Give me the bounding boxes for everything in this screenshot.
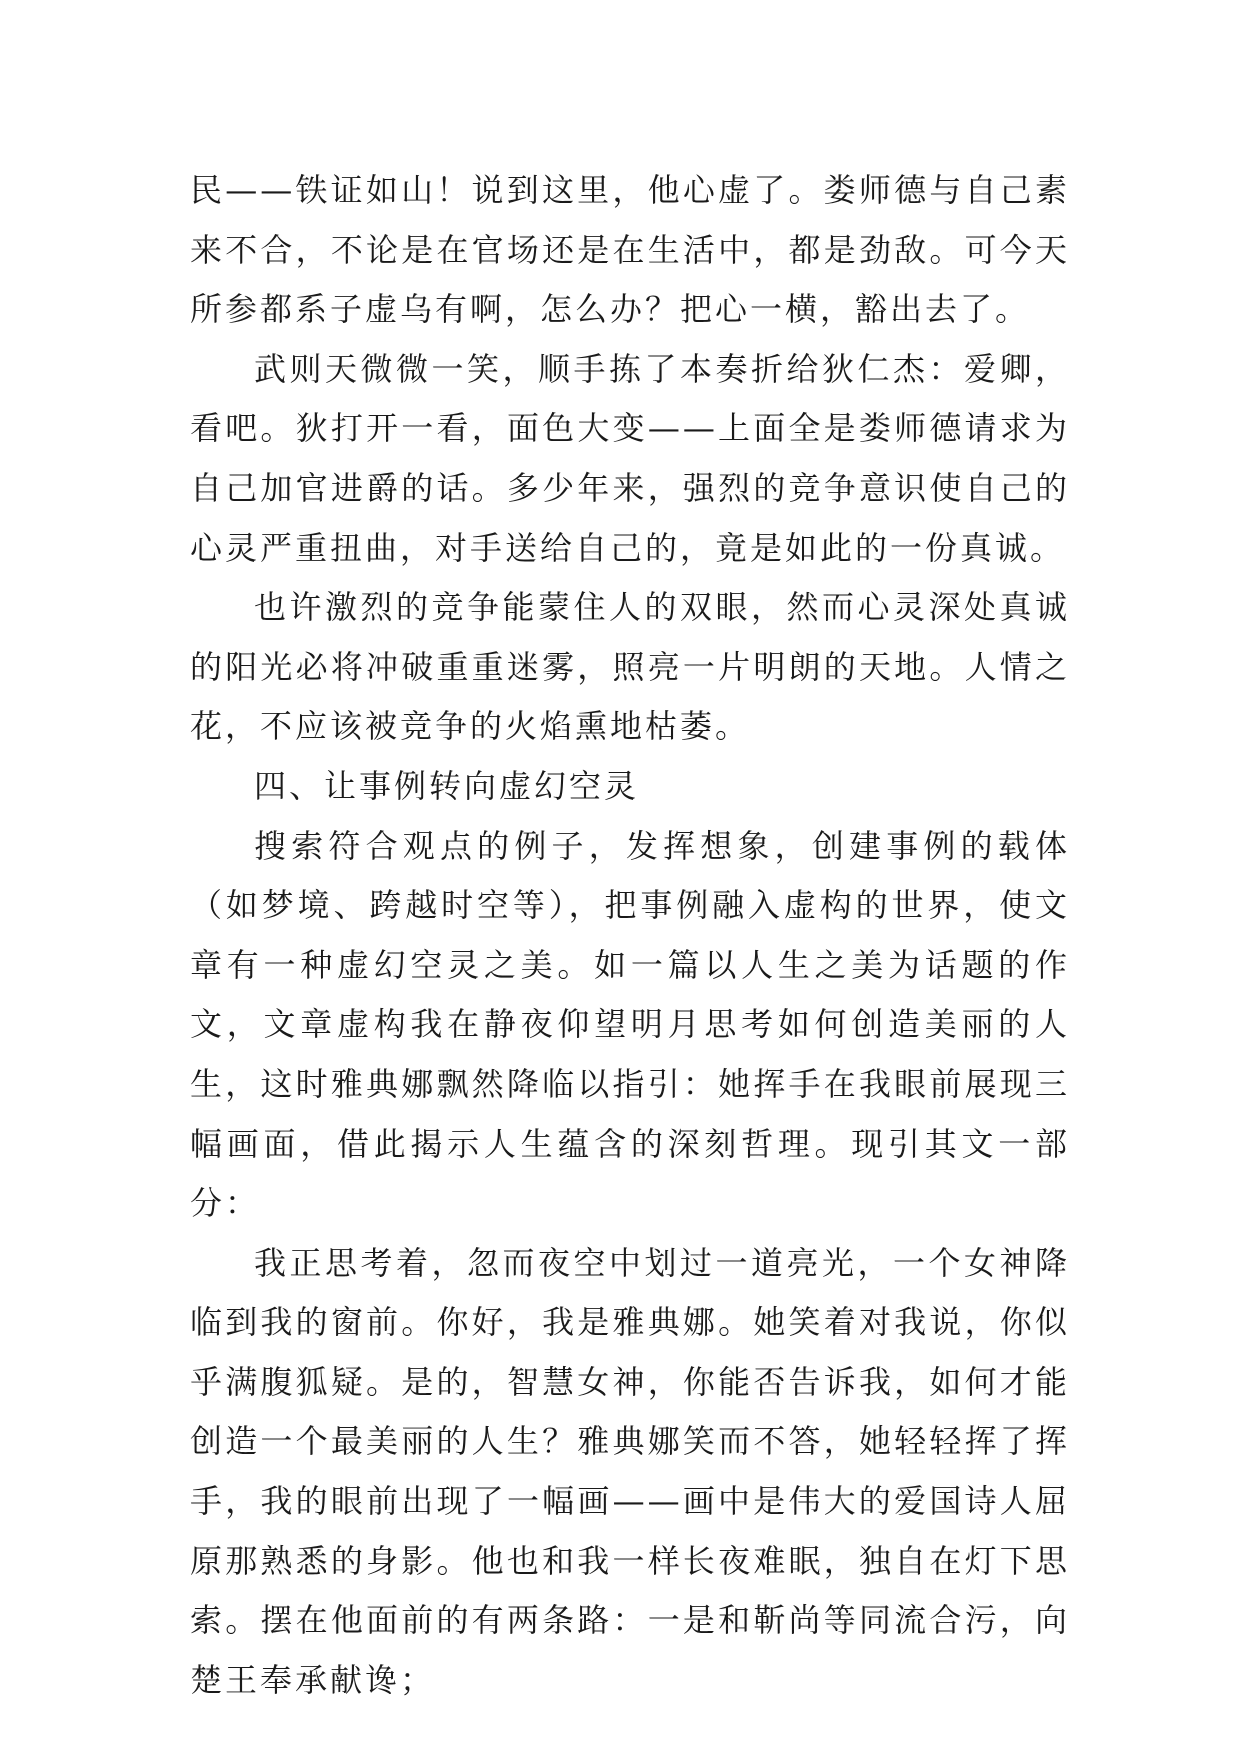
- section-heading: 四、让事例转向虚幻空灵: [254, 766, 640, 805]
- paragraph: 也许激烈的竞争能蒙住人的双眼，然而心灵深处真诚的阳光必将冲破重重迷雾，照亮一片明朗的天地。人情之花，不应该被竞争的火焰熏地枯萎。: [190, 588, 1070, 746]
- paragraph-continued: 民——铁证如山！说到这里，他心虚了。娄师德与自己素来不合，不论是在官场还是在生活中，都是劲敌。可今天所参都系子虚乌有啊，怎么办？把心一横，豁出去了。: [190, 171, 1070, 329]
- paragraph: 我正思考着，忽而夜空中划过一道亮光，一个女神降临到我的窗前。你好，我是雅典娜。她笑着对我说，你似乎满腹狐疑。是的，智慧女神，你能否告诉我，如何才能创造一个最美丽的人生？雅典娜笑而不答，她轻轻挥了挥手，我的眼前出现了一幅画——画中是伟大的爱国诗人屈原那熟悉的身影。他也和我一样长夜难眠，独自在灯下思索。摆在他面前的有两条路：一是和靳尚等同流合污，向楚王奉承献谗；: [190, 1243, 1070, 1699]
- paragraph: 武则天微微一笑，顺手拣了本奏折给狄仁杰：爱卿，看吧。狄打开一看，面色大变——上面全是娄师德请求为自己加官进爵的话。多少年来，强烈的竞争意识使自己的心灵严重扭曲，对手送给自己的，竟是如此的一份真诚。: [190, 349, 1070, 567]
- paragraph: 搜索符合观点的例子，发挥想象，创建事例的载体（如梦境、跨越时空等），把事例融入虚构的世界，使文章有一种虚幻空灵之美。如一篇以人生之美为话题的作文，文章虚构我在静夜仰望明月思考如何创造美丽的人生，这时雅典娜飘然降临以指引：她挥手在我眼前展现三幅画面，借此揭示人生蕴含的深刻哲理。现引其文一部分：: [190, 826, 1070, 1223]
- document-body: [190, 161, 1070, 1710]
